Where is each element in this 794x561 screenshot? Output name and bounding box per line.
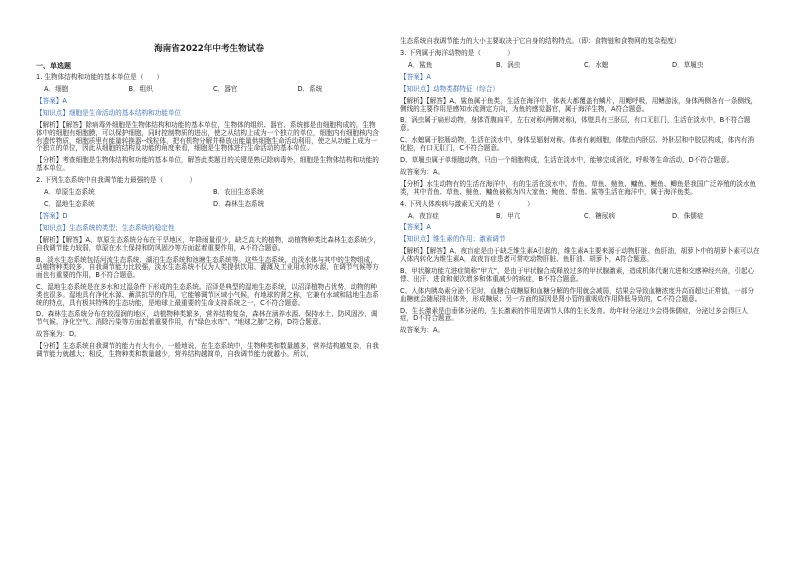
q4-analysis-d: D、生长激素是由垂体分泌的，生长激素的作用是调节人体的生长发育。幼年时分泌过少会得侏儒症，分泌过多会得巨人症，D不符合题意。 [400,306,748,323]
q4-knowledge-point: 【知识点】维生素的作用；激素调节 [400,235,506,244]
q4-analysis-c: C、人体内胰岛素分泌不足时，血糖合成糖原和血糖分解的作用就会减弱，结果会导致血糖浓度升高而超过正常值，一部分血糖就会随尿排出体外，形成糖尿；另一方面的原因是肾小管的重吸收作用降低导致的，C不符合题意。 [400,286,755,303]
q3-analysis-a: 【解析】【解答】A、鲨鱼属于鱼类，生活在海洋中，体表大都覆盖有鳞片，用鳃呼吸，用鳍游泳，身体两侧各有一条侧线，侧线的主要作用是感知水流测定方向，为鱼的感觉器官，属于海洋生物，A符合题意。 [400,96,758,113]
q2-answer: 【答案】D [36,211,68,220]
q1-knowledge-point: 【知识点】细胞是生命活动的基本结构和功能单位 [36,109,182,118]
q3-options [400,62,760,70]
q4-options [400,213,760,221]
q2-knowledge-point: 【知识点】生态系统的类型；生态系统的稳定性 [36,223,175,232]
q1-option-c: C．器官 [213,85,238,94]
q1-stem: 1. 生物体结构和功能的基本单位是（ ） [36,73,164,82]
q3-option-a: A．鲨鱼 [408,60,433,69]
q2-fenxi-continued: 生态系统自我调节能力的大小主要取决于它自身的结构特点。（即：食物链和食物网的复杂程度） [400,37,681,45]
q3-knowledge-point: 【知识点】动物类群特征（综合） [400,84,499,93]
q2-option-c: C．湿地生态系统 [44,199,95,208]
q3-option-c: C．水螅 [584,60,609,69]
q2-options-row1 [36,189,382,197]
q2-option-b: B．农田生态系统 [213,187,264,196]
q2-final-answer: 故答案为：D。 [36,330,81,339]
q3-final-answer: 故答案为：A。 [400,167,445,176]
q1-option-d: D．系统 [297,85,323,94]
q3-answer: 【答案】A [400,72,431,81]
q3-option-b: B．涡虫 [496,60,521,69]
right-column [400,38,760,339]
q1-answer: 【答案】A [36,97,67,106]
q1-analysis: 【解析】【解答】除病毒外细胞是生物体结构和功能的基本单位，生物体的组织、器官、系统都是由细胞构成的，生物体中的细胞有细胞膜，可以保护细胞，同时控制物质的进出，使之从结构上成为一个独立的单位，细胞内有细胞核内含有遗传物质，细胞质里有能量转换器--线粒体，把有机物分解并释放出能量供细胞生命活动利用，使之从功能上成为一个独立的单位，因此从细胞的结构及功能的角度来看，细胞是生物体进行生命活动的基本单位。 [36,121,379,153]
q2-analysis-d: D、森林生态系统分布在较湿润的地区，动植物种类繁多，营养结构复杂，森林在涵养水源、保持水土、防风固沙、调节气候、净化空气、消除污染等方面起着重要作用，有“绿色水库”、“地球之肺”之称，D符合题意。 [36,310,378,327]
q1-options [36,86,382,94]
q3-fenxi: 【分析】水生动物有的生活在海洋中，有的生活在淡水中。青鱼、草鱼、鲢鱼、鳙鱼、鲤鱼、鲫鱼是我国广泛养殖的淡水鱼类，其中青鱼、草鱼、鲢鱼、鳙鱼被称为四大家鱼；鲍鱼、带鱼、鲨等生活在海洋中，属于海洋鱼类。 [400,179,757,196]
q2-stem: 2. 下列生态系统中自我调节能力最强的是（ ） [36,176,197,185]
q2-option-d: D．森林生态系统 [213,199,265,208]
q4-final-answer: 故答案为：A。 [400,326,445,335]
q2-options-row2 [36,201,382,209]
q4-analysis-a: 【解析】【解答】A、夜盲症是由于缺乏维生素A引起的，维生素A主要来源于动物肝脏、鱼肝油，胡萝卜中的胡萝卜素可以在人体内转化为维生素A，故夜盲症患者可常吃动物肝脏、鱼肝油、胡萝卜，A符合题意。 [400,247,760,264]
q4-analysis-b: B、甲状腺功能亢进症简称“甲亢”，是由于甲状腺合成释放过多的甲状腺激素，造成机体代谢亢进和交感神经兴奋，引起心悸、出汗、进食和便次增多和体重减少的病症，B不符合题意。 [400,267,755,283]
q2-analysis-c: C、湿地生态系统是在多水和过湿条件下形成的生态系统。沼泽是典型的湿地生态系统，以沼泽植物占优势，动物的种类也很多。湿地具有净化水源、蓄洪抗旱的作用，它能够调节区域小气候，有地球的肾之称，它兼有水域和陆地生态系统的特点，具有极其特殊的生态功能，是地球上最重要的生命支持系统之一，C不符合题意。 [36,283,379,307]
q1-option-a: A．细胞 [44,85,69,94]
q2-fenxi: 【分析】生态系统自我调节的能力有大有小，一般地说，在生态系统中，生物种类和数量越多，营养结构越复杂，自我调节能力就越大；相反，生物种类和数量越少，营养结构越简单，自我调节能力就越小。所以， [36,342,379,358]
q4-stem: 4. 下列人体疾病与激素无关的是（ ） [400,199,534,208]
q4-answer: 【答案】A [400,223,431,232]
q2-option-a: A．草原生态系统 [44,187,95,196]
q4-option-d: D．侏儒症 [672,211,704,220]
q1-fenxi: 【分析】考查细胞是生物体结构和功能的基本单位，解答此类题目的关键是熟记除病毒外，细胞是生物体结构和功能的基本单位。 [36,156,379,173]
q3-option-d: D．草履虫 [672,60,704,69]
q3-stem: 3. 下列属于海洋动物的是（ ） [400,48,514,57]
q2-analysis-a: 【解析】【解答】A、草原生态系统分布在干旱地区，年降雨量很少，缺乏高大的植物，动植物种类比森林生态系统少，自我调节能力较弱，草原在水土保持和防风固沙等方面起着重要作用，A不符合题意。 [36,235,381,252]
q3-analysis-c: C、水螅属于腔肠动物，生活在淡水中，身体呈辐射对称，体表有刺细胞，体壁由内胚层、外胚层和中胶层构成，体内有消化腔，有口无肛门，C不符合题意。 [400,136,755,152]
q4-option-c: C．糖尿病 [584,211,615,220]
q3-analysis-d: D、草履虫属于单细胞动物，只由一个细胞构成，生活在淡水中，能够完成消化，呼吸等生命活动，D不符合题意。 [400,155,734,164]
q3-analysis-b: B、涡虫属于扁形动物，身体背腹扁平，左右对称(两侧对称)，体壁具有三胚层，有口无肛门，生活在淡水中，B不符合题意。 [400,116,751,133]
left-column [36,42,382,363]
page-title: 海南省2022年中考生物试卷 [154,44,264,54]
section-heading: 一、单选题 [36,62,71,70]
q4-option-b: B．甲亢 [496,211,521,220]
q2-analysis-b: B、淡水生态系统包括河流生态系统、湖泊生态系统和池塘生态系统等。这些生态系统，由淡水体与其中的生物组成，动植物种类较多，自我调节能力比较强，淡水生态系统不仅为人类提供饮用、灌溉及工业用水的水源，在调节气候等方面也有重要的作用，B不符合题意。 [36,255,379,280]
q1-option-b: B．组织 [128,85,153,94]
q4-option-a: A．夜盲症 [408,211,439,220]
